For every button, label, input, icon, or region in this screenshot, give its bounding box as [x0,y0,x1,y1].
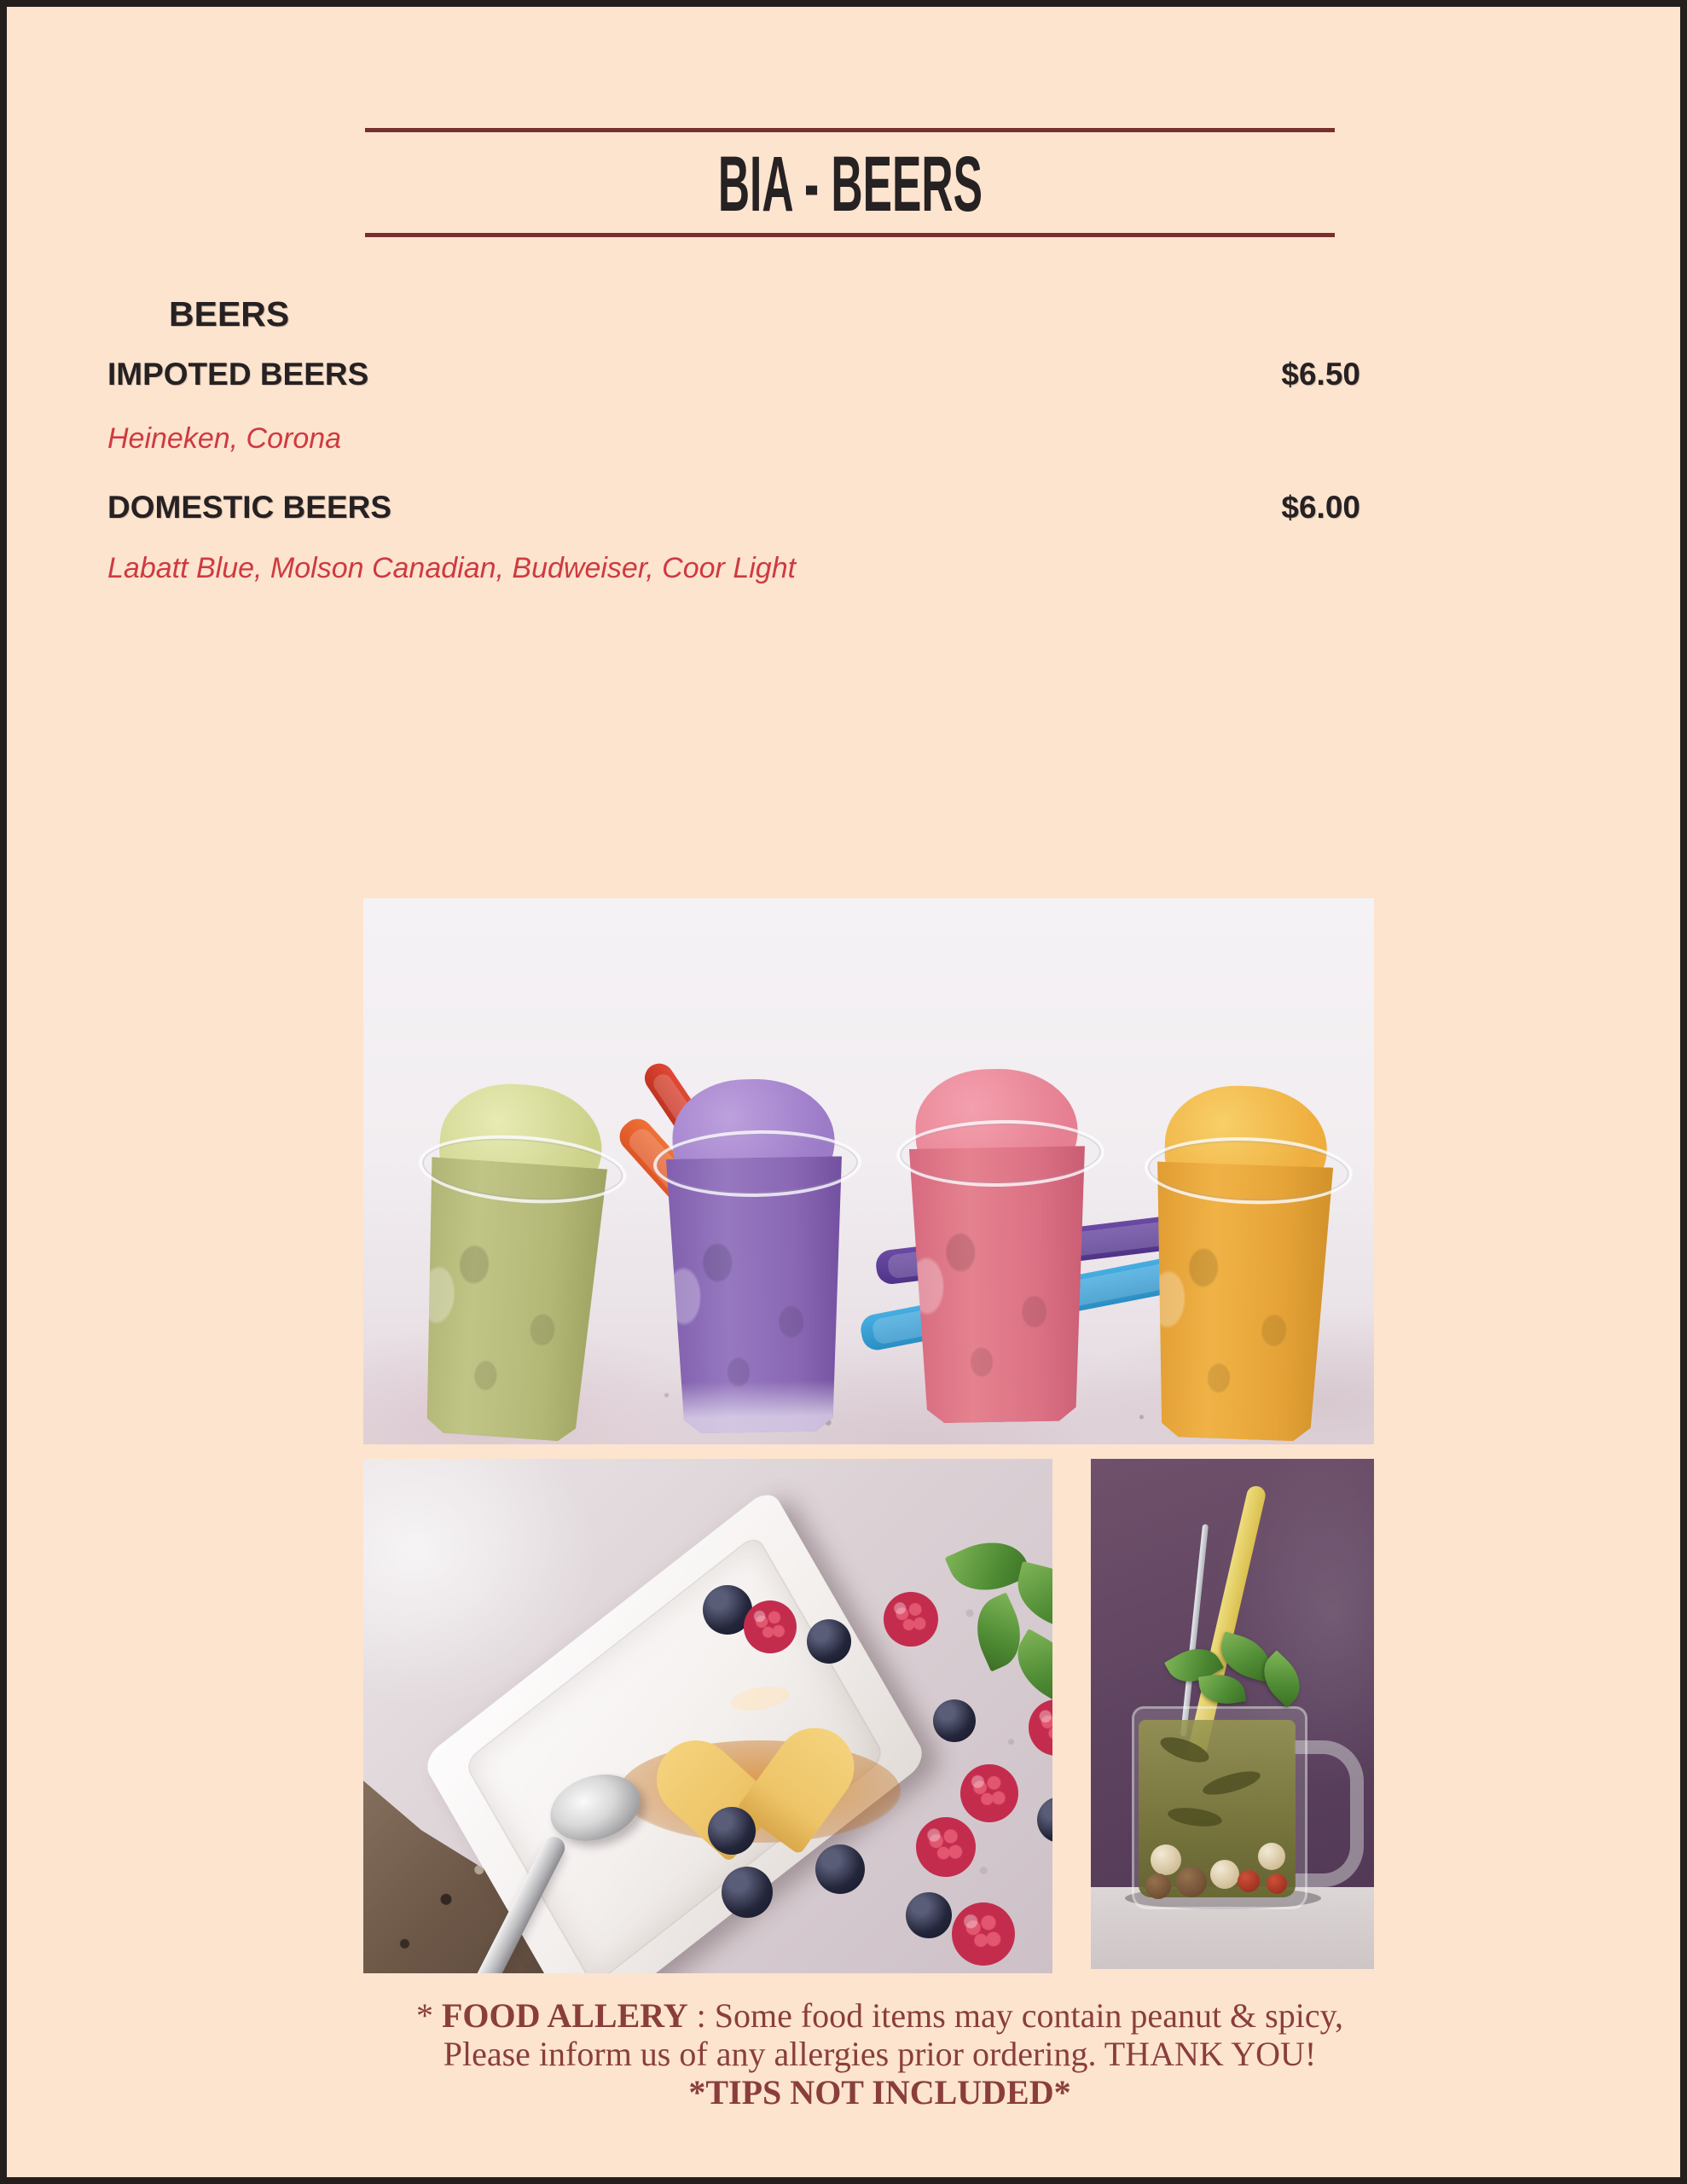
blueberry [722,1867,773,1918]
raspberry [884,1592,938,1647]
blueberry [906,1892,952,1938]
lotus-seed [1151,1844,1181,1875]
page-title [365,142,1335,227]
allergy-notice-rest: : Some food items may contain peanut & spicy, [687,1996,1344,2035]
raspberry [952,1902,1015,1966]
footer-disclaimer [88,1996,1672,2111]
goji-berry [1238,1870,1260,1892]
smoothie-cup-body [658,1156,855,1434]
dried-fruit [1145,1873,1171,1899]
allergy-notice-line [88,1996,1672,2035]
strawberry-smoothie-cup [884,1067,1112,1429]
smoothie-cup-body [901,1146,1098,1424]
tips-notice-line: *TIPS NOT INCLUDED* [688,2073,1071,2111]
raspberry [1029,1699,1052,1756]
blueberry [708,1807,756,1855]
allergy-inform-line: Please inform us of any allergies prior ordering. THANK YOU! [443,2035,1317,2073]
four-fruit-smoothies-photo [363,898,1374,1444]
raspberry [960,1764,1018,1822]
page-title-text: BIA - BEERS [717,141,983,228]
menu-item-description: Heineken, Corona [107,422,342,455]
blueberry [807,1619,851,1664]
goji-berry [1267,1873,1287,1894]
taro-smoothie-cup [641,1077,869,1439]
menu-item-row [107,490,1360,526]
menu-item-description: Labatt Blue, Molson Canadian, Budweiser, Coor Light [107,552,797,584]
blueberry [933,1699,976,1742]
header-rule-bottom [365,233,1335,237]
herbal-tea-mason-jar-photo [1091,1459,1374,1969]
flan-caramel-top [671,1667,829,1809]
blueberry [815,1844,865,1894]
green-smoothie-cup [390,1077,636,1444]
lotus-seed [1258,1843,1285,1870]
lotus-seed [1210,1860,1239,1889]
blueberry [1037,1797,1052,1843]
mango-smoothie-cup [1125,1083,1359,1444]
raspberry [744,1600,797,1653]
caramel-flan-with-berries-photo [363,1459,1052,1973]
dried-fruit [1176,1867,1207,1897]
allergy-prefix: * [415,1996,442,2035]
menu-item-name: IMPOTED BEERS [107,357,369,392]
header-rule-top [365,128,1335,132]
menu-item-row [107,357,1360,392]
menu-item-price: $6.00 [1281,490,1360,525]
menu-item-name: DOMESTIC BEERS [107,490,392,525]
section-heading: BEERS [169,294,290,334]
allergy-notice-bold: FOOD ALLERY [441,1996,688,2035]
menu-item-price: $6.50 [1281,357,1360,392]
raspberry [916,1817,976,1877]
